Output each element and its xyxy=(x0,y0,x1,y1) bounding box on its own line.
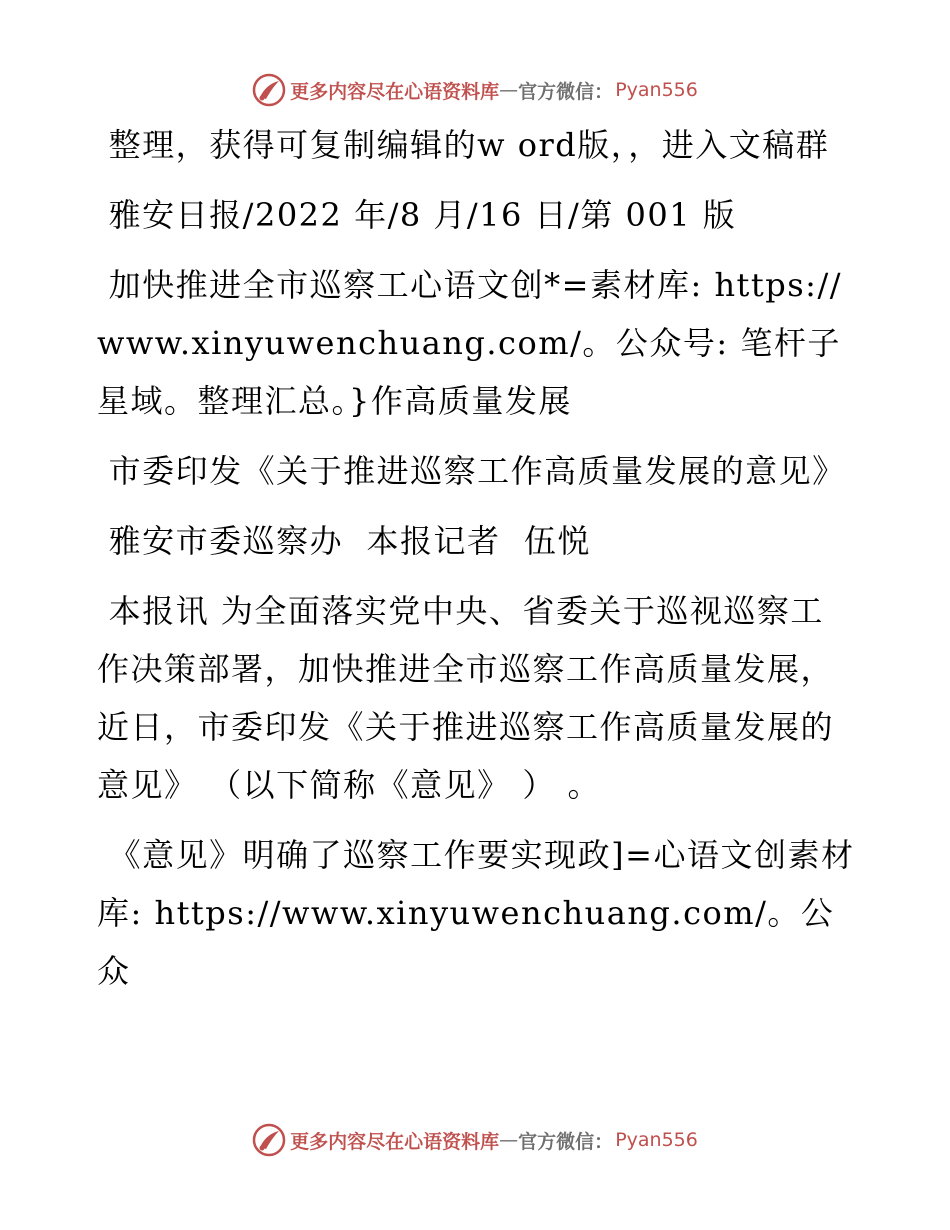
paragraph-body: 《意见》明确了巡察工作要实现政]=心语文创素材库: https://www.xinyuwenchuang.com/。公众 xyxy=(97,836,855,990)
paragraph-intro: 整理，获得可复制编辑的w ord版，，进入文稿群 xyxy=(97,126,830,164)
watermark-label: 官方微信： xyxy=(518,80,614,103)
paragraph-lead: 本报讯 为全面落实党中央、省委关于巡视巡察工作决策部署，加快推进全市巡察工作高质量发展，近日，市委印发《关于推进巡察工作高质量发展的意见》 （以下简称《意见》 ） 。 xyxy=(97,592,835,804)
watermark-label: 官方微信： xyxy=(518,1130,614,1153)
watermark-handle: Pyan556 xyxy=(615,1129,698,1151)
footer-watermark xyxy=(0,1120,950,1160)
watermark-divider: — xyxy=(499,1129,519,1151)
watermark-main-text: 更多内容尽在心语资料库 xyxy=(290,80,500,103)
brush-logo-icon xyxy=(252,1123,286,1157)
paragraph-subheadline: 市委印发《关于推进巡察工作高质量发展的意见》 xyxy=(97,452,846,490)
document-body xyxy=(97,116,857,1012)
paragraph-source-dateline: 雅安日报/2022 年/8 月/16 日/第 001 版 xyxy=(97,196,737,234)
paragraph-byline: 雅安市委巡察办 本报记者 伍悦 xyxy=(97,522,591,560)
watermark-main-text: 更多内容尽在心语资料库 xyxy=(290,1130,500,1153)
brush-logo-icon xyxy=(252,73,286,107)
watermark-handle: Pyan556 xyxy=(615,79,698,101)
paragraph-headline: 加快推进全市巡察工心语文创*=素材库: https://www.xinyuwenchuang.com/。公众号: 笔杆子星域。整理汇总。}作高质量发展 xyxy=(97,266,843,420)
watermark-divider: — xyxy=(499,79,519,101)
header-watermark xyxy=(0,70,950,110)
